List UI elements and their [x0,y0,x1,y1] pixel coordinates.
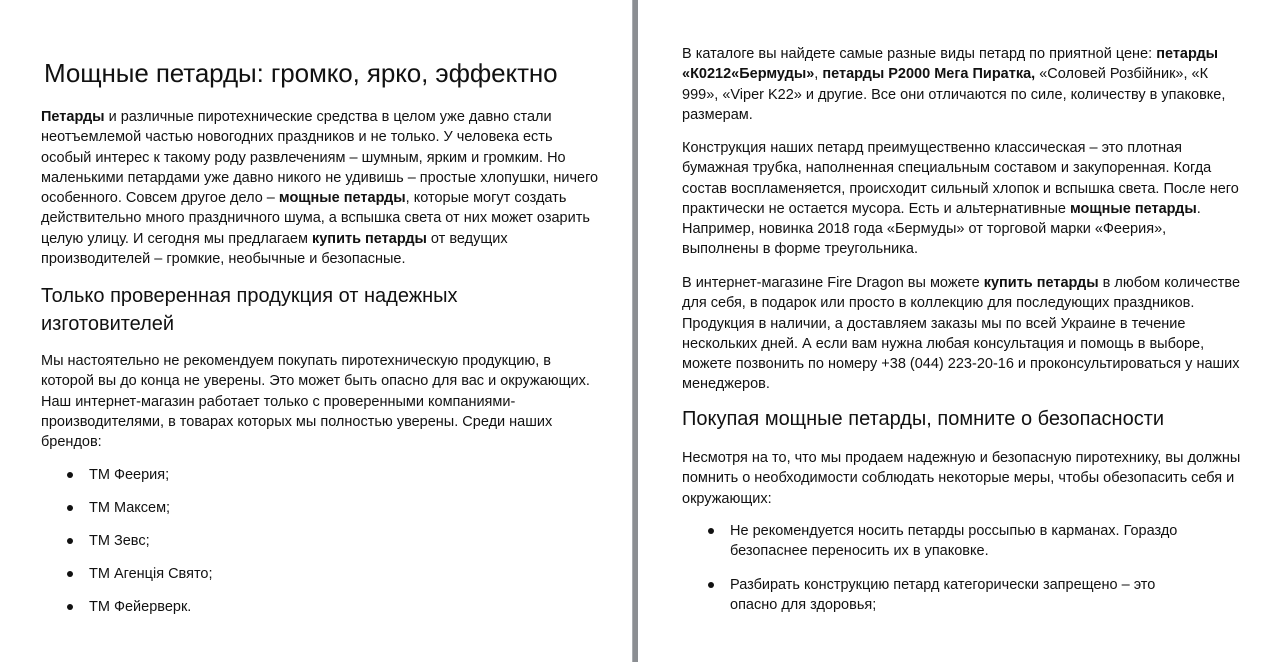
shop-paragraph [682,273,1242,395]
bullet-icon [708,582,714,588]
bullet-icon [67,505,73,511]
construction-text: Конструкция наших петард преимущественно классическая – это плотная бумажная трубка, наполненная специальным составом и закупоренная. Когда состав воспламеняется, происходит сильный хлопок и вспышка света. После него практически не остается мусора. Есть и альтернативные [682,140,1239,217]
bold-keyword: купить петарды [311,230,427,247]
construction-paragraph [682,138,1242,260]
rule-text: Разбирать конструкцию петард категорически запрещено – это опасно для здоровья; [730,576,1156,613]
bullet-icon [67,472,73,478]
catalog-text: , [814,66,823,83]
brand-label: ТМ Феерия; [89,467,170,483]
bold-keyword: мощные петарды [1069,200,1197,217]
safety-rules-list [682,521,1242,628]
construction-text: . Например, новинка 2018 года «Бермуды» от торговой марки «Феерия», выполнены в форме треугольника. [682,200,1201,258]
bold-keyword: мощные петарды [278,190,406,207]
catalog-paragraph [682,44,1242,125]
list-item-brand [41,531,601,564]
intro-text: и различные пиротехнические средства в целом уже давно стали неотъемлемой частью новогодних праздников и не только. У человека есть особый интерес к такому роду развлечениям – шумным, ярким и громким. Но маленькими петардами уже давно никого не удивишь – простые хлопушки, ничего особенного. Совсем другое дело – [41,109,599,207]
bold-keyword: Петарды [41,109,105,125]
bold-keyword: петарды «К0212«Бермуды» [682,46,1219,83]
list-item-brand [41,465,601,498]
list-item-brand [41,597,601,630]
page-title: Мощные петарды: громко, ярко, эффектно [44,58,558,88]
list-item-brand [41,498,601,531]
bullet-icon [67,604,73,610]
section-heading-trusted-products: Только проверенная продукция от надежных изготовителей [41,285,458,335]
shop-text: В интернет-магазине Fire Dragon вы можете [682,275,984,291]
brand-label: ТМ Фейерверк. [89,599,192,615]
brand-label: ТМ Агенція Свято; [89,566,213,582]
catalog-text: В каталоге вы найдете самые разные виды петард по приятной цене: [682,46,1157,62]
list-item-rule [682,521,1242,562]
document-page-right [638,0,1264,662]
bullet-icon [708,528,714,534]
brands-list [41,465,601,630]
safety-paragraph: Несмотря на то, что мы продаем надежную и безопасную пиротехнику, вы должны помнить о необходимости соблюдать некоторые меры, чтобы обезопасить себя и окружающих: [682,450,1241,507]
intro-paragraph [41,107,601,269]
intro-text: от ведущих производителей – громкие, необычные и безопасные. [41,230,508,268]
rule-text: Не рекомендуется носить петарды россыпью в карманах. Гораздо безопаснее переносить их в упаковке. [730,523,1178,560]
bullet-icon [67,538,73,544]
list-item-brand [41,564,601,597]
trusted-products-paragraph: Мы настоятельно не рекомендуем покупать пиротехническую продукцию, в которой вы до конца не уверены. Это может быть опасно для вас и окружающих. Наш интернет-магазин работает только с проверенными компаниями-производителями, в товарах которых мы полностью уверены. Среди наших брендов: [41,353,590,451]
brand-label: ТМ Максем; [89,500,171,516]
bold-keyword: купить петарды [983,275,1099,291]
bold-keyword: петарды Р2000 Мега Пиратка, [822,66,1036,83]
shop-text: в любом количестве для себя, в подарок или просто в коллекцию для последующих праздников. Продукция в наличии, а доставляем заказы мы по всей Украине в течение нескольких дней. А если вам нужна любая консультация и помощь в выборе, можете позвонить по номеру +38 (044) 223-20-16 и проконсультироваться у наших менеджеров. [682,275,1241,393]
bullet-icon [67,571,73,577]
list-item-rule [682,575,1242,616]
catalog-text: «Соловей Розбійник», «К 999», «Viper K22» и другие. Все они отличаются по силе, количеству в упаковке, размерам. [682,66,1226,123]
section-heading-safety: Покупая мощные петарды, помните о безопасности [682,408,1165,430]
brand-label: ТМ Зевс; [89,533,150,549]
intro-text: , которые могут создать действительно много праздничного шума, а вспышка света от них может озарить целую улицу. И сегодня мы предлагаем [41,190,590,247]
